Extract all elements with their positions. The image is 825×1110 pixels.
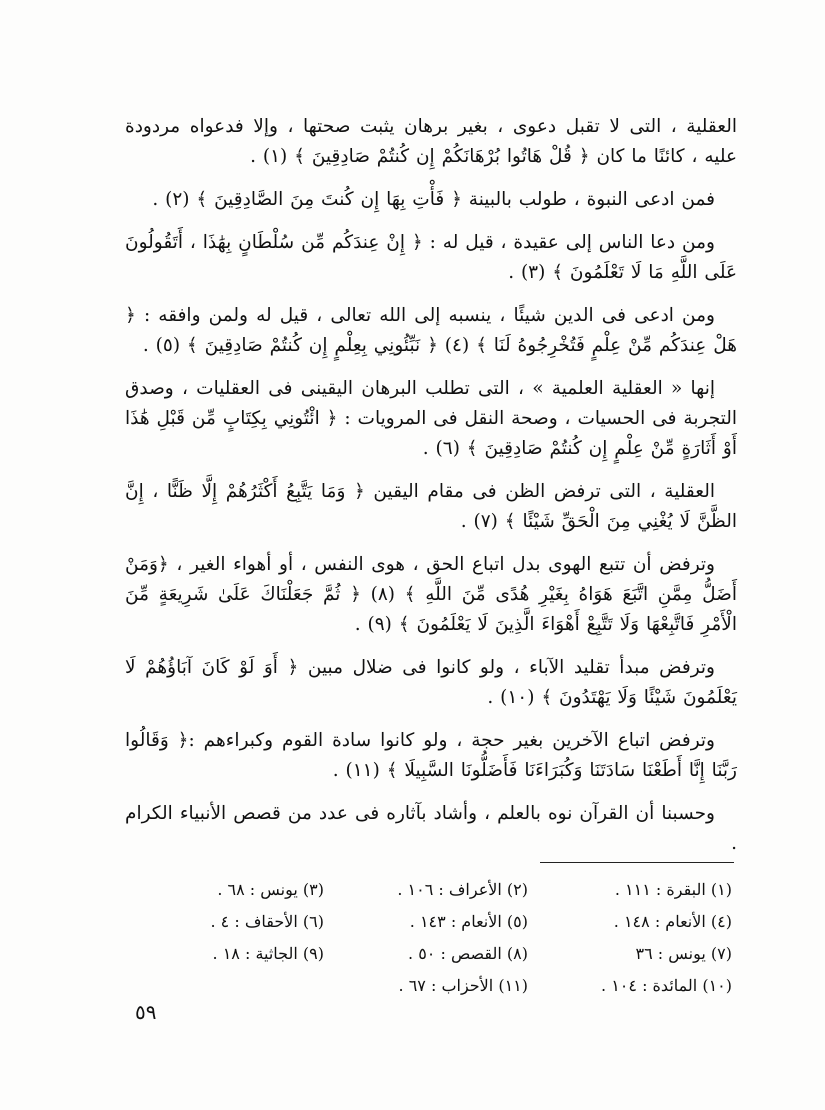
page-number: ٥٩ <box>135 1000 157 1024</box>
footnote-row <box>120 969 732 1001</box>
paragraph-9: وترفض اتباع الآخرين بغير حجة ، ولو كانوا سادة القوم وكبراءهم :﴿ وَقَالُوا رَبَّنَا إِنَّا أَطَعْنَا سَادَتَنَا وَكُبَرَاءَنَا فَأَضَلُّونَا السَّبِيلَا ﴾ (١١) . <box>125 730 737 781</box>
paragraph-3: ومن دعا الناس إلى عقيدة ، قيل له : ﴿ إِنْ عِندَكُم مِّن سُلْطَانٍ بِهَٰذَا ، أَتَقُولُونَ عَلَى اللَّهِ مَا لَا تَعْلَمُونَ ﴾ (٣) . <box>125 232 737 283</box>
footnote-row <box>120 937 732 969</box>
paragraph-8: وترفض مبدأ تقليد الآباء ، ولو كانوا فى ضلال مبين ﴿ أَوَ لَوْ كَانَ آبَاؤُهُمْ لَا يَعْلَمُونَ شَيْئًا وَلَا يَهْتَدُونَ ﴾ (١٠) . <box>125 657 737 708</box>
paragraph-4: ومن ادعى فى الدين شيئًا ، ينسبه إلى الله تعالى ، قيل له ولمن وافقه : ﴿ هَلْ عِندَكُم مِّنْ عِلْمٍ فَتُخْرِجُوهُ لَنَا ﴾ (٤) ﴿ نَبِّئُونِي بِعِلْمٍ إِن كُنتُمْ صَادِقِينَ ﴾ (٥) . <box>125 305 737 356</box>
footnote-9: (٩) الجاثية : ١٨ . <box>212 943 324 963</box>
paragraph-6: العقلية ، التى ترفض الظن فى مقام اليقين ﴿ وَمَا يَتَّبِعُ أَكْثَرُهُمْ إِلَّا ظَنًّا ، إِنَّ الظَّنَّ لَا يُغْنِي مِنَ الْحَقِّ شَيْئًا ﴾ (٧) . <box>125 481 737 532</box>
footnote-11: (١١) الأحزاب : ٦٧ . <box>398 975 528 995</box>
paragraph-10: وحسبنا أن القرآن نوه بالعلم ، وأشاد بآثاره فى عدد من قصص الأنبياء الكرام . <box>125 803 737 854</box>
paragraph-1: العقلية ، التى لا تقبل دعوى ، بغير برهان يثبت صحتها ، وإلا فدعواه مردودة عليه ، كائنًا ما كان ﴿ قُلْ هَاتُوا بُرْهَانَكُمْ إِن كُنتُمْ صَادِقِينَ ﴾ (١) . <box>125 116 737 167</box>
footnote-2: (٢) الأعراف : ١٠٦ . <box>397 879 528 899</box>
footnote-8: (٨) القصص : ٥٠ . <box>408 943 528 963</box>
paragraph-7: وترفض أن تتبع الهوى بدل اتباع الحق ، هوى النفس ، أو أهواء الغير ، ﴿وَمَنْ أَضَلُّ مِمَّنِ اتَّبَعَ هَوَاهُ بِغَيْرِ هُدًى مِّنَ اللَّهِ ﴾ (٨) ﴿ ثُمَّ جَعَلْنَاكَ عَلَىٰ شَرِيعَةٍ مِّنَ الْأَمْرِ فَاتَّبِعْهَا وَلَا تَتَّبِعْ أَهْوَاءَ الَّذِينَ لَا يَعْلَمُونَ ﴾ (٩) . <box>125 554 738 635</box>
paragraph-2: فمن ادعى النبوة ، طولب بالبينة ﴿ فَأْتِ بِهَا إِن كُنتَ مِنَ الصَّادِقِينَ ﴾ (٢) . <box>152 189 715 210</box>
paragraph-5: إنها « العقلية العلمية » ، التى تطلب البرهان اليقينى فى العقليات ، وصدق التجربة فى الحسيات ، وصحة النقل فى المرويات : ﴿ ائْتُونِي بِكِتَابٍ مِّن قَبْلِ هَٰذَا أَوْ أَثَارَةٍ مِّنْ عِلْمٍ إِن كُنتُمْ صَادِقِينَ ﴾ (٦) . <box>125 378 737 459</box>
footnote-4: (٤) الأنعام : ١٤٨ . <box>613 911 732 931</box>
footnote-5: (٥) الأنعام : ١٤٣ . <box>409 911 528 931</box>
footnote-3: (٣) يونس : ٦٨ . <box>217 879 324 899</box>
footnote-row <box>120 873 732 905</box>
footnote-6: (٦) الأحقاف : ٤ . <box>210 911 324 931</box>
footnote-divider <box>540 862 734 863</box>
footnote-7: (٧) يونس : ٣٦ <box>635 943 732 963</box>
footnote-row <box>120 905 732 937</box>
body-text <box>125 112 737 872</box>
footnotes <box>120 873 732 1001</box>
footnote-1: (١) البقرة : ١١١ . <box>614 879 732 899</box>
footnote-10: (١٠) المائدة : ١٠٤ . <box>601 975 732 995</box>
